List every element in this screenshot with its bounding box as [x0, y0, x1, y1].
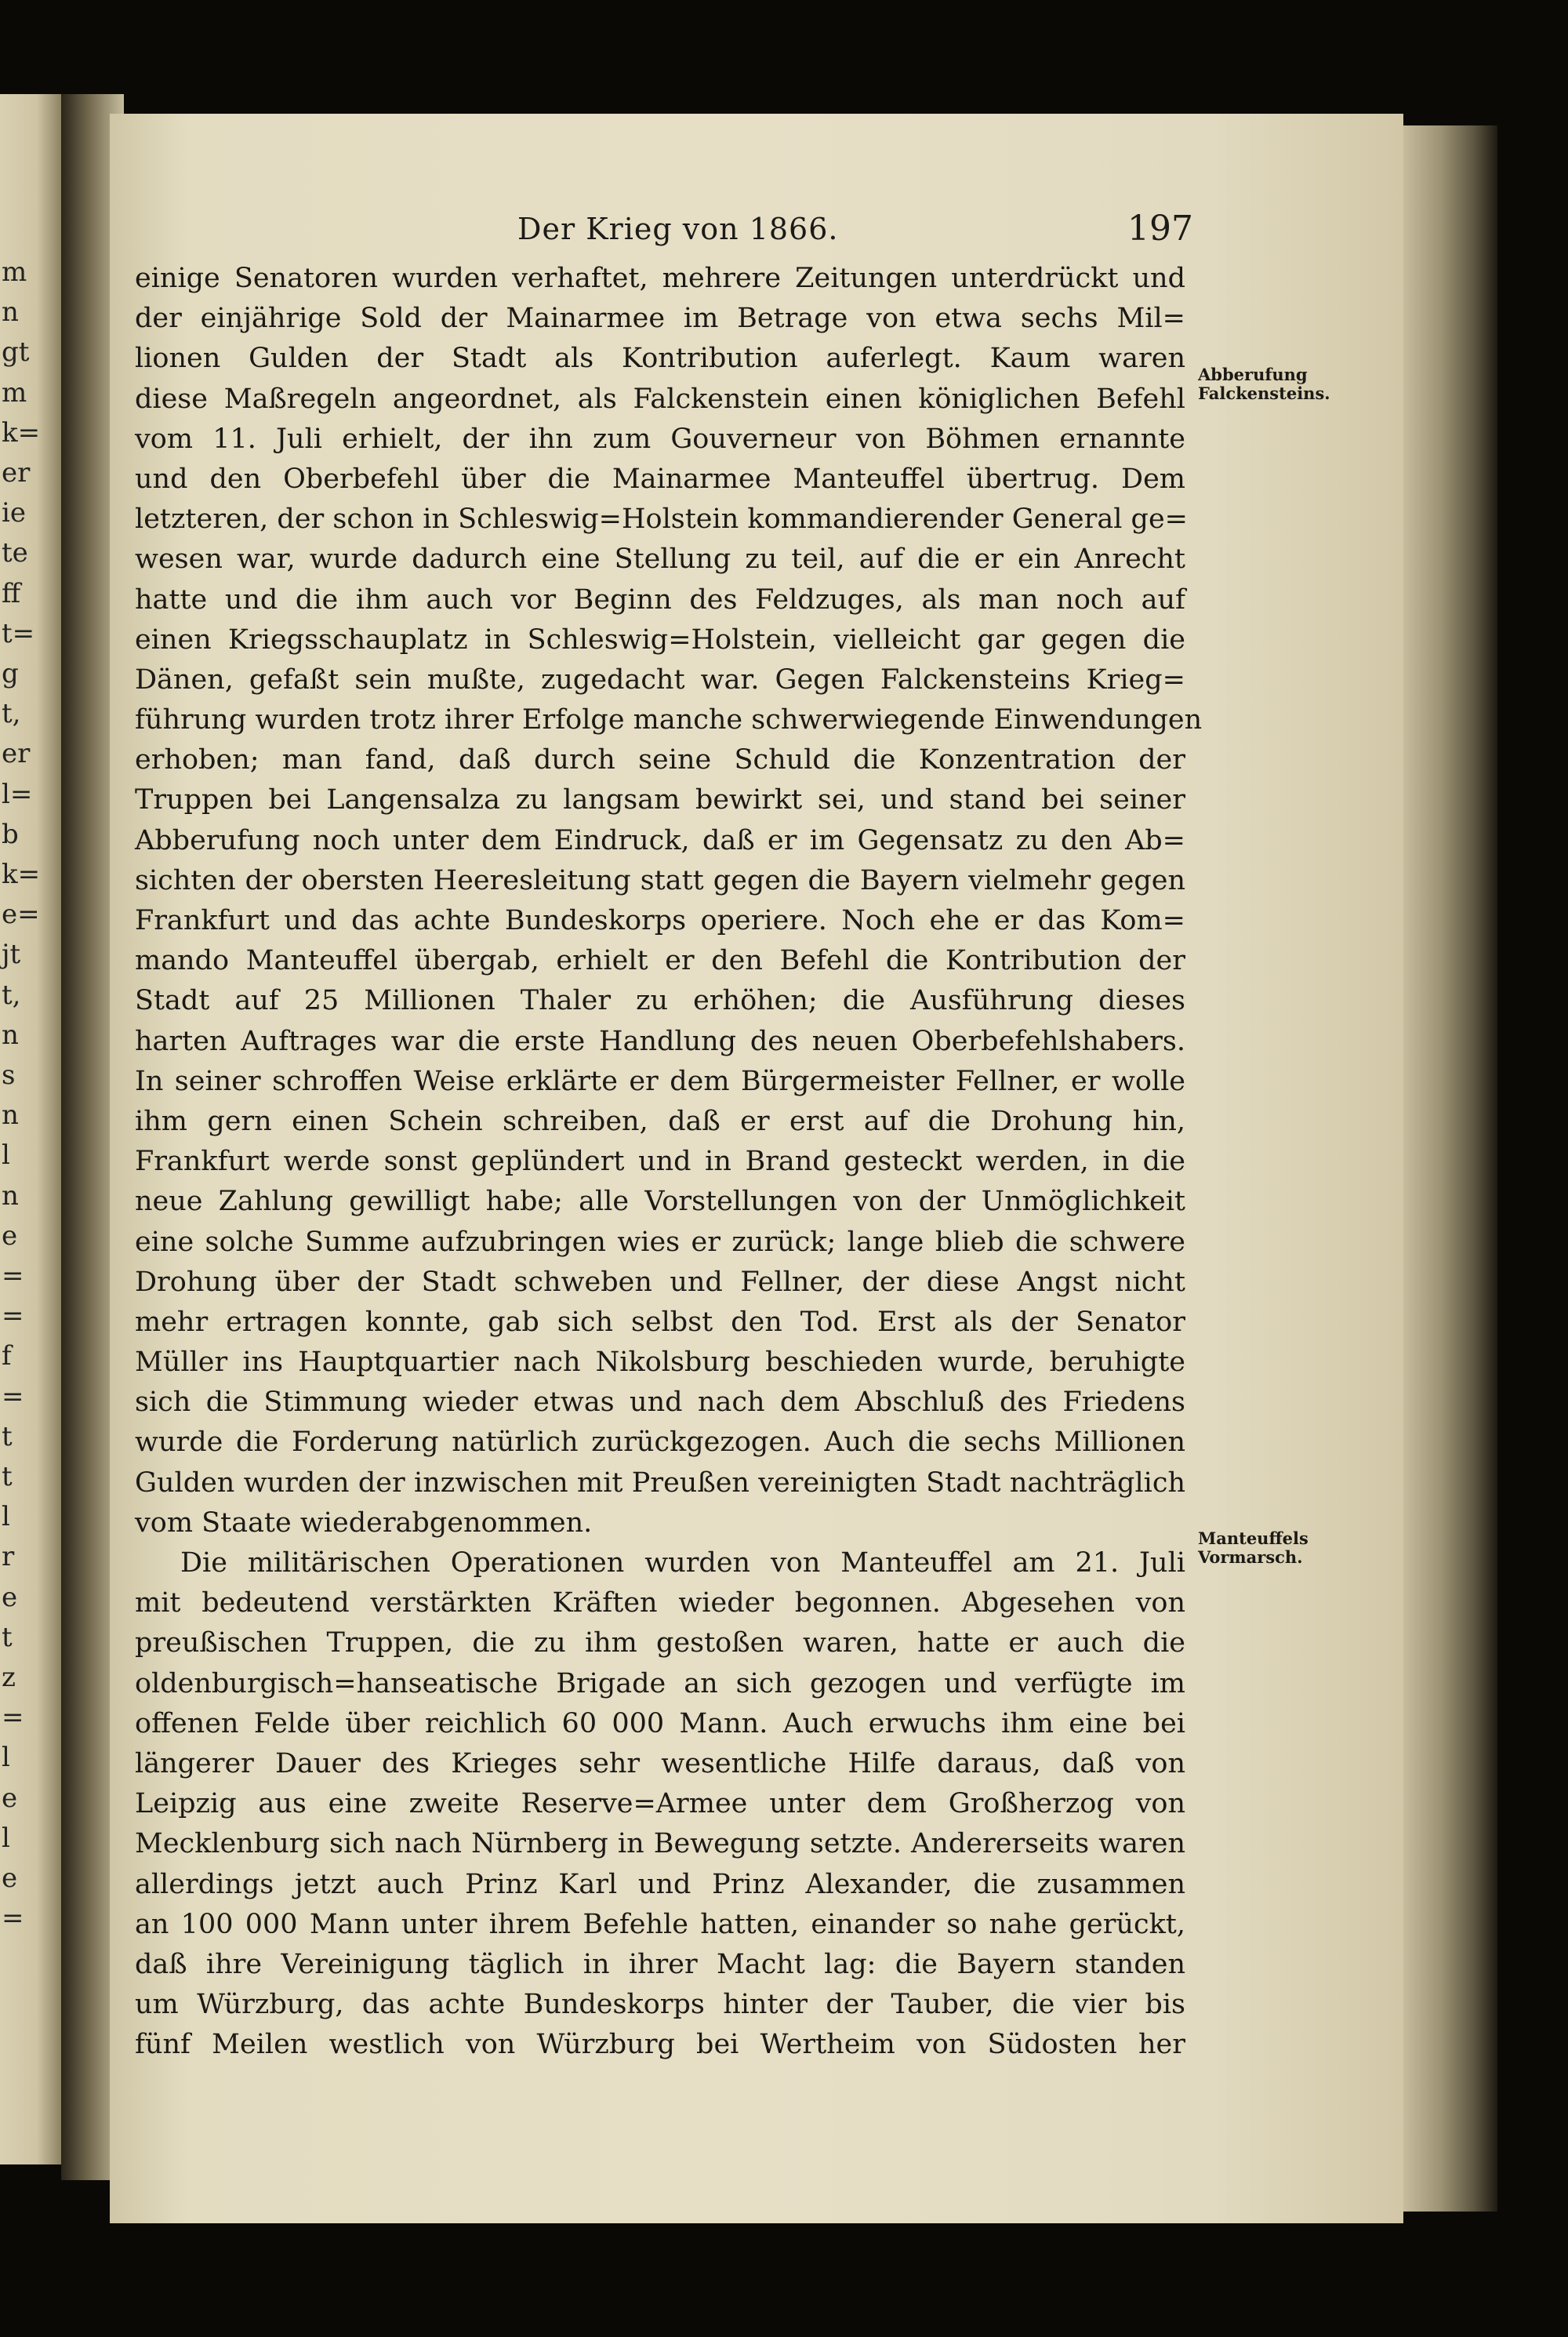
text-line: Drohung über der Stadt schweben und Fellner, der diese Angst nicht: [135, 1266, 1185, 1298]
text-line: erhoben; man fand, daß durch seine Schuld die Konzentration der: [135, 744, 1185, 776]
left-page-fragment: =: [2, 1702, 24, 1734]
left-page-fragment: l: [2, 1742, 10, 1774]
body-text: [135, 259, 1203, 2065]
sidenote-line: Abberufung: [1198, 365, 1308, 384]
text-line: allerdings jetzt auch Prinz Karl und Prinz Alexander, die zusammen: [135, 1868, 1185, 1900]
text-line: offenen Felde über reichlich 60 000 Mann. Auch erwuchs ihm eine bei: [135, 1707, 1185, 1739]
left-page-fragment: er: [2, 457, 31, 489]
text-line: Abberufung noch unter dem Eindruck, daß er im Gegensatz zu den Ab=: [135, 824, 1185, 856]
left-page-fragment: r: [2, 1541, 15, 1573]
left-page-fragment: f: [2, 1340, 12, 1372]
text-line: Frankfurt und das achte Bundeskorps operiere. Noch ehe er das Kom=: [135, 905, 1185, 936]
left-page-fragment: te: [2, 537, 28, 569]
text-line: Leipzig aus eine zweite Reserve=Armee unter dem Großherzog von: [135, 1788, 1185, 1820]
text-line: neue Zahlung gewilligt habe; alle Vorstellungen von der Unmöglichkeit: [135, 1186, 1185, 1218]
left-page-fragment: jt: [2, 939, 21, 971]
left-page-fragment: n: [2, 1179, 19, 1212]
text-line: und den Oberbefehl über die Mainarmee Manteuffel übertrug. Dem: [135, 463, 1185, 495]
left-page-fragment: g: [2, 658, 19, 689]
left-page-fragment: m: [2, 256, 27, 288]
text-line: Die militärischen Operationen wurden von Manteuffel am 21. Juli: [180, 1547, 1185, 1579]
text-line: hatte und die ihm auch vor Beginn des Feldzuges, als man noch auf: [135, 583, 1185, 616]
left-page-fragment: e: [2, 1782, 18, 1814]
text-line: sich die Stimmung wieder etwas und nach dem Abschluß des Friedens: [135, 1387, 1185, 1419]
left-page-fragment: t,: [2, 979, 21, 1011]
text-line: längerer Dauer des Krieges sehr wesentliche Hilfe daraus, daß von: [135, 1747, 1185, 1779]
text-line: Dänen, gefaßt sein mußte, zugedacht war. Gegen Falckensteins Krieg=: [135, 663, 1185, 696]
text-line: harten Auftrages war die erste Handlung des neuen Oberbefehlshabers.: [135, 1025, 1185, 1057]
page-number: 197: [1127, 209, 1193, 249]
text-line: führung wurden trotz ihrer Erfolge manche schwerwiegende Einwendungen: [135, 704, 1203, 736]
left-page-fragment: e=: [2, 899, 40, 931]
left-page-fragment: t=: [2, 617, 35, 649]
left-page-fragment: b: [2, 818, 19, 850]
left-page-fragment: e: [2, 1219, 18, 1252]
sidenote-line: Manteuffels: [1198, 1528, 1308, 1548]
text-line: In seiner schroffen Weise erklärte er dem Bürgermeister Fellner, er wolle: [135, 1065, 1185, 1097]
left-page-fragment: =: [2, 1260, 24, 1292]
text-line: einen Kriegsschauplatz in Schleswig=Holstein, vielleicht gar gegen die: [135, 623, 1185, 656]
sidenote-line: Vormarsch.: [1198, 1547, 1303, 1567]
text-line: mit bedeutend verstärkten Kräften wieder begonnen. Abgesehen von: [135, 1587, 1185, 1619]
left-page-fragment: =: [2, 1903, 24, 1935]
text-line: lionen Gulden der Stadt als Kontribution auferlegt. Kaum waren: [135, 343, 1185, 375]
left-page-fragment: t: [2, 1420, 13, 1452]
text-line: vom 11. Juli erhielt, der ihn zum Gouverneur von Böhmen ernannte: [135, 423, 1185, 455]
running-head-title: Der Krieg von 1866.: [517, 212, 839, 246]
left-page-fragment: er: [2, 738, 31, 770]
text-line: diese Maßregeln angeordnet, als Falckenstein einen königlichen Befehl: [135, 383, 1185, 415]
text-line: mehr ertragen konnte, gab sich selbst den Tod. Erst als der Senator: [135, 1306, 1185, 1338]
text-line: daß ihre Vereinigung täglich in ihrer Macht lag: die Bayern standen: [135, 1948, 1185, 1980]
text-line: vom Staate wiederabgenommen.: [135, 1507, 593, 1539]
sidenote-manteuffel: [1198, 1529, 1331, 1567]
left-page-fragment: m: [2, 376, 27, 409]
text-line: mando Manteuffel übergab, erhielt er den Befehl die Kontribution der: [135, 945, 1185, 977]
text-line: an 100 000 Mann unter ihrem Befehle hatten, einander so nahe gerückt,: [135, 1908, 1185, 1940]
text-line: Stadt auf 25 Millionen Thaler zu erhöhen; die Ausführung dieses: [135, 985, 1185, 1017]
sidenote-abberufung: [1198, 365, 1331, 403]
page-fore-edge: [1403, 125, 1497, 2212]
running-head: [0, 209, 1568, 251]
left-page-fragment: n: [2, 1019, 19, 1051]
left-page-edge: [0, 94, 61, 2164]
text-line: einige Senatoren wurden verhaftet, mehrere Zeitungen unterdrückt und: [135, 263, 1185, 294]
text-line: wurde die Forderung natürlich zurückgezogen. Auch die sechs Millionen: [135, 1427, 1185, 1459]
text-line: Müller ins Hauptquartier nach Nikolsburg beschieden wurde, beruhigte: [135, 1347, 1185, 1379]
left-page-fragment: k=: [2, 859, 41, 890]
left-page-fragment: =: [2, 1300, 24, 1332]
text-line: oldenburgisch=hanseatische Brigade an sich gezogen und verfügte im: [135, 1667, 1185, 1699]
text-line: preußischen Truppen, die zu ihm gestoßen waren, hatte er auch die: [135, 1627, 1185, 1659]
text-line: fünf Meilen westlich von Würzburg bei Wertheim von Südosten her: [135, 2029, 1185, 2061]
left-page-fragment: l: [2, 1139, 10, 1172]
left-page-fragment: k=: [2, 416, 41, 449]
left-page-fragment: z: [2, 1662, 16, 1693]
text-line: Frankfurt werde sonst geplündert und in Brand gesteckt werden, in die: [135, 1146, 1185, 1178]
left-page-fragment: t,: [2, 698, 21, 730]
text-line: Mecklenburg sich nach Nürnberg in Bewegung setzte. Andererseits waren: [135, 1828, 1185, 1860]
left-page-fragment: e: [2, 1863, 18, 1894]
left-page-fragment: ie: [2, 497, 26, 529]
text-line: der einjährige Sold der Mainarmee im Betrage von etwa sechs Mil=: [135, 303, 1185, 335]
text-line: ihm gern einen Schein schreiben, daß er erst auf die Drohung hin,: [135, 1105, 1185, 1137]
text-line: Truppen bei Langensalza zu langsam bewirkt sei, und stand bei seiner: [135, 784, 1185, 816]
text-line: um Würzburg, das achte Bundeskorps hinter der Tauber, die vier bis: [135, 1989, 1185, 2021]
left-page-fragment: t: [2, 1461, 13, 1492]
left-page-fragment: n: [2, 296, 19, 329]
left-page-fragment: l: [2, 1822, 10, 1854]
left-page-fragment: l: [2, 1501, 10, 1533]
sidenote-line: Falckensteins.: [1198, 383, 1330, 403]
left-page-fragment: e: [2, 1581, 18, 1613]
left-page-fragment: s: [2, 1059, 16, 1091]
left-page-fragment: n: [2, 1099, 19, 1132]
left-page-fragment: l=: [2, 778, 33, 810]
text-line: sichten der obersten Heeresleitung statt gegen die Bayern vielmehr gegen: [135, 864, 1185, 896]
left-page-fragment: t: [2, 1621, 13, 1653]
text-line: wesen war, wurde dadurch eine Stellung zu teil, auf die er ein Anrecht: [135, 543, 1185, 576]
left-page-fragment: gt: [2, 336, 30, 369]
text-line: eine solche Summe aufzubringen wies er zurück; lange blieb die schwere: [135, 1226, 1185, 1258]
left-page-fragment: ff: [2, 577, 21, 609]
left-page-fragment: =: [2, 1380, 24, 1412]
text-line: Gulden wurden der inzwischen mit Preußen vereinigten Stadt nachträglich: [135, 1467, 1185, 1499]
text-line: letzteren, der schon in Schleswig=Holstein kommandierender General ge=: [135, 503, 1188, 536]
